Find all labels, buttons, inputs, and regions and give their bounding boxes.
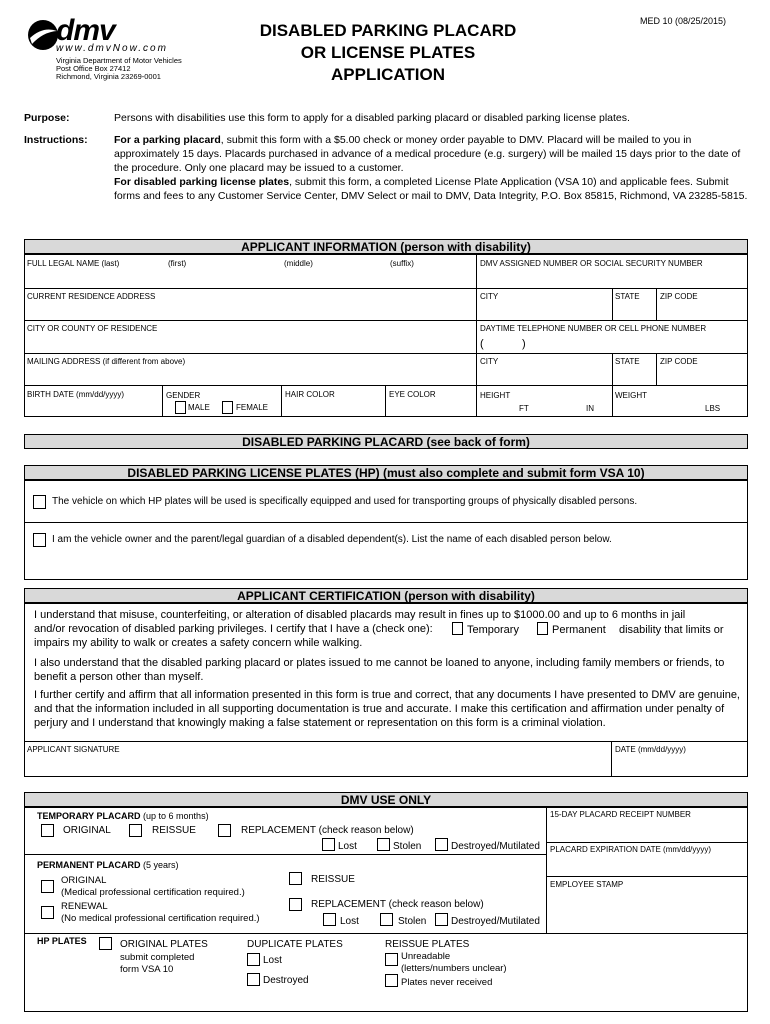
- logo-url: www.dmvNow.com: [56, 43, 168, 54]
- placard-instructions: , submit this form with a $5.00 check or money order payable to DMV. Placard will be mailed to you in approximately 15 days. Placards purchased in advance of a medical procedure (e.g. surgery) will be mailed 15 days prior to the date of the procedure. Only one placard may be issued to a customer.: [114, 134, 741, 174]
- hp-plates-title: HP PLATES: [37, 936, 87, 946]
- temp-original-label: ORIGINAL: [63, 825, 111, 836]
- expiration-date-field[interactable]: PLACARD EXPIRATION DATE (mm/dd/yyyy): [550, 845, 712, 854]
- temp-stolen-label: Stolen: [393, 841, 422, 852]
- phone-area-close: ): [522, 338, 526, 350]
- permanent-checkbox[interactable]: [537, 622, 548, 635]
- perm-renewal-checkbox[interactable]: [41, 906, 54, 919]
- certification-header: APPLICANT CERTIFICATION (person with disability): [24, 588, 748, 603]
- temp-original-checkbox[interactable]: [41, 824, 54, 837]
- male-checkbox[interactable]: [175, 401, 186, 414]
- eye-color-field[interactable]: EYE COLOR: [389, 390, 436, 399]
- plates-header: DISABLED PARKING LICENSE PLATES (HP) (must also complete and submit form VSA 10): [24, 465, 748, 480]
- perm-lost-checkbox[interactable]: [323, 913, 336, 926]
- signature-field[interactable]: APPLICANT SIGNATURE: [27, 745, 120, 754]
- purpose-label: Purpose:: [24, 112, 70, 124]
- hp-duplicate-label: DUPLICATE PLATES: [247, 939, 343, 950]
- temp-lost-checkbox[interactable]: [322, 838, 335, 851]
- hair-color-field[interactable]: HAIR COLOR: [285, 390, 335, 399]
- hp-equipped-checkbox[interactable]: [33, 495, 46, 509]
- instructions-text: [114, 133, 748, 203]
- female-label: FEMALE: [236, 403, 269, 412]
- form-title: DISABLED PARKING PLACARD OR LICENSE PLATES APPLICATION: [259, 21, 517, 84]
- weight-lbs-label: LBS: [705, 404, 721, 413]
- temp-stolen-checkbox[interactable]: [377, 838, 390, 851]
- temp-lost-label: Lost: [338, 841, 357, 852]
- hp-original-note1: submit completed: [120, 952, 195, 963]
- name-middle-field[interactable]: (middle): [284, 259, 313, 268]
- receipt-number-field[interactable]: 15-DAY PLACARD RECEIPT NUMBER: [550, 810, 691, 819]
- agency-name: Virginia Department of Motor Vehicles: [56, 56, 182, 65]
- certification-p1: I understand that misuse, counterfeiting, or alteration of disabled placards may result in fines up to $1000.00 and up to 6 months in jail and/or revocation of disabled parking privileges. I certify that I have a (check one): Temporary Permanent disability that limits or impairs my ability to walk or creates a safety concern while walking.: [34, 609, 724, 649]
- height-in-label: IN: [586, 404, 594, 413]
- temp-destroyed-checkbox[interactable]: [435, 838, 448, 851]
- permanent-placard-title: PERMANENT PLACARD (5 years): [37, 860, 179, 870]
- signature-date-field[interactable]: DATE (mm/dd/yyyy): [615, 745, 686, 754]
- form-id: MED 10 (08/25/2015): [640, 16, 727, 26]
- perm-renewal-label: RENEWAL: [61, 901, 108, 912]
- certification-p1-tail: disability that limits or: [619, 624, 724, 636]
- temp-replacement-checkbox[interactable]: [218, 824, 231, 837]
- temp-replacement-label: REPLACEMENT (check reason below): [241, 825, 414, 836]
- perm-renewal-note: (No medical professional certification required.): [61, 913, 260, 924]
- placard-instructions-bold: For a parking placard: [114, 134, 221, 146]
- placard-header: DISABLED PARKING PLACARD (see back of form): [24, 434, 748, 449]
- name-first-field[interactable]: (first): [168, 259, 187, 268]
- hp-unreadable-label: Unreadable: [401, 951, 451, 962]
- birth-date-field[interactable]: BIRTH DATE (mm/dd/yyyy): [27, 390, 125, 399]
- mailing-city-field[interactable]: CITY: [480, 357, 499, 366]
- name-last-field[interactable]: FULL LEGAL NAME (last): [27, 259, 120, 268]
- gender-label: GENDER: [166, 391, 201, 400]
- county-field[interactable]: CITY OR COUNTY OF RESIDENCE: [27, 324, 158, 333]
- purpose-text: Persons with disabilities use this form to apply for a disabled parking placard or disabled parking license plates.: [114, 112, 630, 124]
- height-ft-label: FT: [519, 404, 529, 413]
- temporary-label: Temporary: [467, 624, 519, 636]
- hp-equipped-text: The vehicle on which HP plates will be used is specifically equipped and used for transporting groups of physically disabled persons.: [52, 496, 638, 507]
- mailing-zip-field[interactable]: ZIP CODE: [660, 357, 698, 366]
- dmv-use-header: DMV USE ONLY: [24, 792, 748, 807]
- hp-unreadable-note: (letters/numbers unclear): [401, 963, 507, 974]
- name-suffix-field[interactable]: (suffix): [390, 259, 414, 268]
- hp-dup-destroyed-label: Destroyed: [263, 975, 309, 986]
- temp-reissue-checkbox[interactable]: [129, 824, 142, 837]
- temporary-placard-title: TEMPORARY PLACARD (up to 6 months): [37, 811, 209, 821]
- hp-reissue-label: REISSUE PLATES: [385, 939, 470, 950]
- hp-original-label: ORIGINAL PLATES: [120, 939, 208, 950]
- hp-original-note2: form VSA 10: [120, 964, 174, 975]
- dmv-logo: [26, 16, 216, 86]
- certification-p3: I further certify and affirm that all information presented in this form is true and correct, that any documents I have presented to DMV are genuine, and that the information included in all supporting documentation is true and accurate. I make this certification and affirmation under penalty of perjury and I understand that knowingly making a false statement or representation on this form is a criminal violation.: [34, 689, 740, 729]
- perm-stolen-label: Stolen: [398, 916, 427, 927]
- mailing-address-field[interactable]: MAILING ADDRESS (if different from above): [27, 357, 186, 366]
- agency-po-box: Post Office Box 27412: [56, 64, 131, 73]
- perm-original-note: (Medical professional certification required.): [61, 887, 245, 898]
- phone-area-open: (: [480, 338, 484, 350]
- phone-field[interactable]: DAYTIME TELEPHONE NUMBER OR CELL PHONE NUMBER: [480, 324, 707, 333]
- residence-address-field[interactable]: CURRENT RESIDENCE ADDRESS: [27, 292, 156, 301]
- hp-never-received-checkbox[interactable]: [385, 974, 398, 987]
- perm-stolen-checkbox[interactable]: [380, 913, 393, 926]
- perm-lost-label: Lost: [340, 916, 359, 927]
- logo-word: dmv: [56, 14, 115, 47]
- male-label: MALE: [188, 403, 210, 412]
- plates-instructions-bold: For disabled parking license plates: [114, 176, 290, 188]
- height-field[interactable]: HEIGHT: [480, 391, 511, 400]
- temp-reissue-label: REISSUE: [152, 825, 196, 836]
- temp-destroyed-label: Destroyed/Mutilated: [451, 841, 540, 852]
- hp-guardian-text: I am the vehicle owner and the parent/legal guardian of a disabled dependent(s). List the name of each disabled person below.: [52, 534, 612, 545]
- hp-original-checkbox[interactable]: [99, 937, 112, 950]
- hp-guardian-checkbox[interactable]: [33, 533, 46, 547]
- perm-replacement-label: REPLACEMENT (check reason below): [311, 899, 484, 910]
- perm-original-label: ORIGINAL: [61, 875, 107, 886]
- perm-reissue-label: REISSUE: [311, 874, 355, 885]
- hp-never-received-label: Plates never received: [401, 977, 493, 988]
- perm-original-checkbox[interactable]: [41, 880, 54, 893]
- temporary-checkbox[interactable]: [452, 622, 463, 635]
- employee-stamp-field[interactable]: EMPLOYEE STAMP: [550, 880, 624, 889]
- dmv-swoosh-icon: [26, 18, 60, 52]
- perm-replacement-checkbox[interactable]: [289, 898, 302, 911]
- hp-dup-lost-checkbox[interactable]: [247, 953, 260, 966]
- residence-zip-field[interactable]: ZIP CODE: [660, 292, 698, 301]
- dmv-number-field[interactable]: DMV ASSIGNED NUMBER OR SOCIAL SECURITY NUMBER: [480, 259, 703, 268]
- plates-instructions: , submit this form, a completed License Plate Application (VSA 10) and applicable fees. Submit forms and fees to any Customer Service Center, DMV Select or mail to DMV, Data Integrity, P.O. Box 85815, Richmond, VA 23285-5815.: [114, 176, 748, 202]
- hp-dup-lost-label: Lost: [263, 955, 282, 966]
- agency-city: Richmond, Virginia 23269-0001: [56, 72, 161, 81]
- mailing-state-field[interactable]: STATE: [615, 357, 640, 366]
- weight-field[interactable]: WEIGHT: [615, 391, 647, 400]
- female-checkbox[interactable]: [222, 401, 233, 414]
- hp-dup-destroyed-checkbox[interactable]: [247, 973, 260, 986]
- perm-reissue-checkbox[interactable]: [289, 872, 302, 885]
- hp-unreadable-checkbox[interactable]: [385, 953, 398, 966]
- certification-p2: I also understand that the disabled parking placard or plates issued to me cannot be loaned to anyone, including family members or friends, to benefit a person other than myself.: [34, 657, 725, 683]
- instructions-label: Instructions:: [24, 134, 88, 146]
- residence-state-field[interactable]: STATE: [615, 292, 640, 301]
- certification-p1-check: and/or revocation of disabled parking privileges. I certify that I have a (check one):: [34, 623, 433, 635]
- plates-section: [24, 480, 748, 580]
- perm-destroyed-label: Destroyed/Mutilated: [451, 916, 540, 927]
- perm-destroyed-checkbox[interactable]: [435, 913, 448, 926]
- permanent-label: Permanent: [552, 624, 606, 636]
- applicant-info-header: APPLICANT INFORMATION (person with disability): [24, 239, 748, 254]
- residence-city-field[interactable]: CITY: [480, 292, 499, 301]
